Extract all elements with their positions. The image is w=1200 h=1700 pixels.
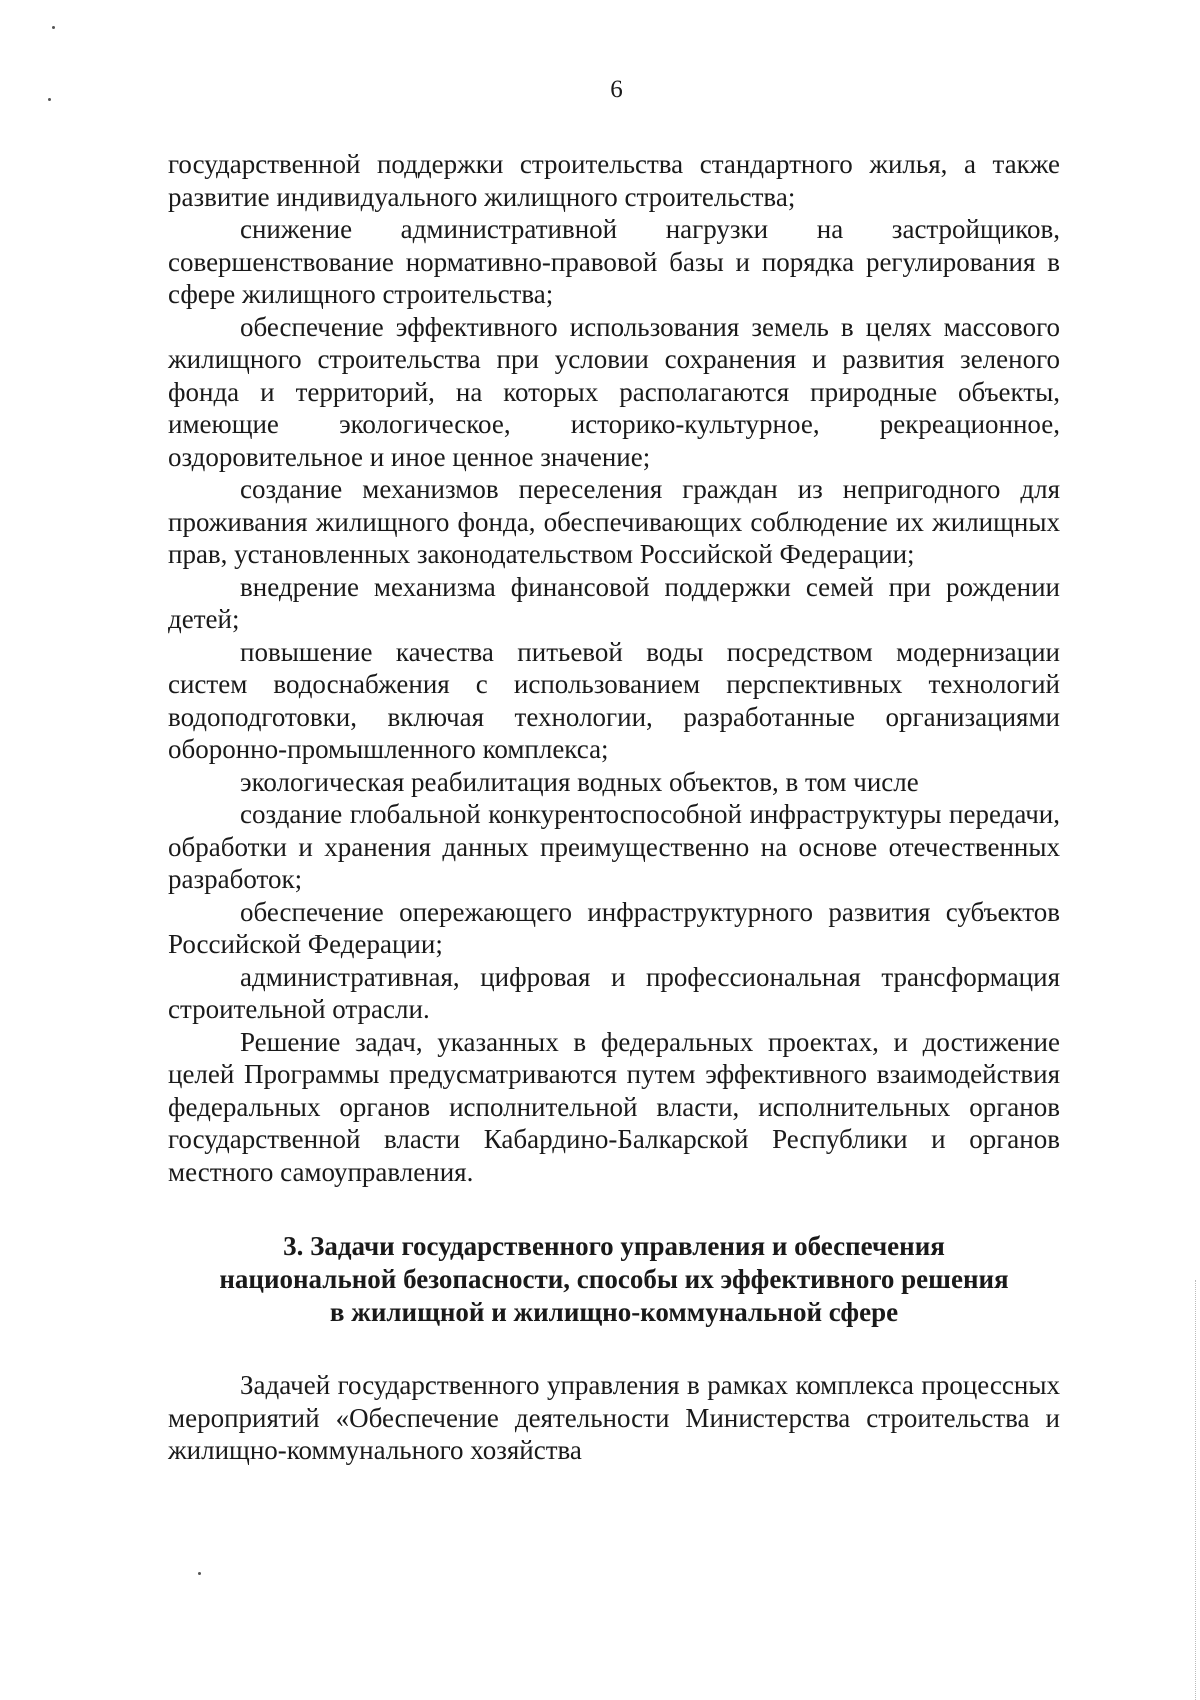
paragraph: создание механизмов переселения граждан из непригодного для проживания жилищного фонда, обеспечивающих соблюдение их жилищных прав, установленных законодательством Российской Федерации; xyxy=(168,474,1060,569)
section-heading-line: национальной безопасности, способы их эффективного решения xyxy=(219,1264,1009,1294)
scan-speck xyxy=(52,26,55,29)
paragraph: обеспечение опережающего инфраструктурного развития субъектов Российской Федерации; xyxy=(168,896,1060,959)
paragraph: Решение задач, указанных в федеральных проектах, и достижение целей Программы предусматриваются путем эффективного взаимодействия федеральных органов исполнительной власти, исполнительных органов государственной власти Кабардино-Балкарской Республики и органов местного самоуправления. xyxy=(168,1026,1060,1187)
paragraph: Задачей государственного управления в рамках комплекса процессных мероприятий «Обеспечение деятельности Министерства строительства и жилищно-коммунального хозяйства xyxy=(168,1370,1060,1465)
section-heading-line: в жилищной и жилищно-коммунальной сфере xyxy=(329,1297,899,1327)
paragraph: экологическая реабилитация водных объектов, в том числе xyxy=(240,766,919,797)
paragraph: обеспечение эффективного использования земель в целях массового жилищного строительства при условии сохранения и развития зеленого фонда и территорий, на которых располагаются природные объекты, имеющие экологическое, историко-культурное, рекреационное, оздоровительное и иное ценное значение; xyxy=(168,311,1060,472)
document-body xyxy=(168,148,1060,1467)
paragraph: создание глобальной конкурентоспособной инфраструктуры передачи, обработки и хранения данных преимущественно на основе отечественных разработок; xyxy=(168,799,1060,894)
page-number: 6 xyxy=(610,76,623,103)
paragraph: государственной поддержки строительства стандартного жилья, а также развитие индивидуального жилищного строительства; xyxy=(168,149,1060,212)
paragraph: снижение административной нагрузки на застройщиков, совершенствование нормативно-правовой базы и порядка регулирования в сфере жилищного строительства; xyxy=(168,214,1060,309)
paragraph: повышение качества питьевой воды посредством модернизации систем водоснабжения с использованием перспективных технологий водоподготовки, включая технологии, разработанные организациями оборонно-промышленного комплекса; xyxy=(168,636,1060,764)
section-heading xyxy=(168,1230,1060,1329)
scan-edge xyxy=(1194,1280,1196,1700)
section-heading-line: 3. Задачи государственного управления и обеспечения xyxy=(283,1231,945,1261)
paragraph: внедрение механизма финансовой поддержки семей при рождении детей; xyxy=(168,571,1060,634)
scan-speck xyxy=(198,1572,201,1575)
paragraph: административная, цифровая и профессиональная трансформация строительной отрасли. xyxy=(168,961,1060,1024)
